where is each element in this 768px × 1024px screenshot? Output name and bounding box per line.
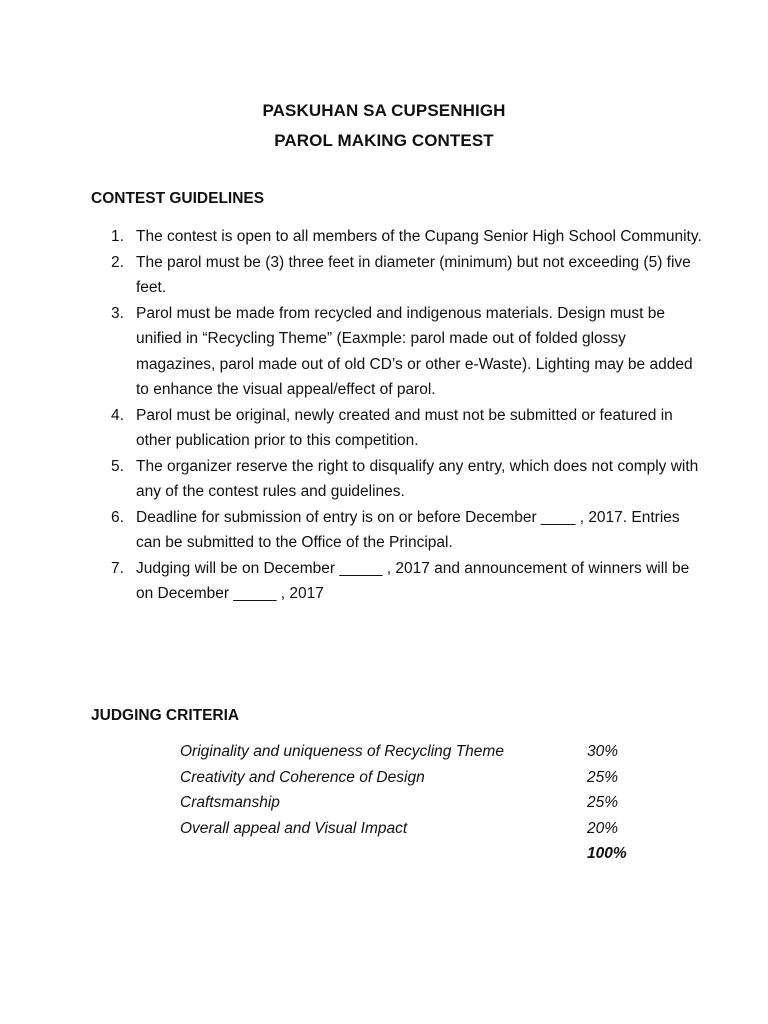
guideline-item xyxy=(104,454,704,505)
criteria-row xyxy=(180,790,660,816)
guideline-text: Parol must be original, newly created and must not be submitted or featured in other publication prior to this competition. xyxy=(136,406,673,449)
guideline-text: Judging will be on December _____ , 2017 and announcement of winners will be on December _____ , 2017 xyxy=(136,559,690,602)
guideline-item xyxy=(104,224,704,250)
guidelines-list xyxy=(104,224,704,607)
criteria-total: 100% xyxy=(587,845,627,862)
event-title: PASKUHAN SA CUPSENHIGH xyxy=(262,101,506,120)
guideline-text: Deadline for submission of entry is on or before December ____ , 2017. Entries can be submitted to the Office of the Principal. xyxy=(136,508,680,551)
guideline-item xyxy=(104,301,704,403)
guideline-text: The organizer reserve the right to disqualify any entry, which does not comply with any of the contest rules and guidelines. xyxy=(136,457,699,500)
guideline-number: 5. xyxy=(111,457,124,475)
criteria-label: Creativity and Coherence of Design xyxy=(180,768,425,786)
criteria-heading: JUDGING CRITERIA xyxy=(91,707,240,724)
criteria-table xyxy=(180,739,660,867)
guideline-text: Parol must be made from recycled and indigenous materials. Design must be unified in “Recycling Theme” (Eaxmple: parol made out of folded glossy magazines, parol made out of old CD’s or other e-Waste). Lighting may be added to enhance the visual appeal/effect of parol. xyxy=(136,304,693,398)
title-block xyxy=(0,96,768,156)
guideline-number: 4. xyxy=(111,406,124,424)
contest-title: PAROL MAKING CONTEST xyxy=(274,131,494,150)
guideline-number: 7. xyxy=(111,559,124,577)
criteria-total-row xyxy=(180,841,660,867)
criteria-percent: 25% xyxy=(587,794,619,811)
criteria-percent: 25% xyxy=(587,768,619,786)
criteria-label: Originality and uniqueness of Recycling Theme xyxy=(180,743,504,760)
criteria-label: Craftsmanship xyxy=(180,794,280,811)
guideline-number: 3. xyxy=(111,304,124,322)
guideline-number: 1. xyxy=(111,228,124,245)
guideline-text: The parol must be (3) three feet in diameter (minimum) but not exceeding (5) five feet. xyxy=(136,253,691,296)
guideline-number: 2. xyxy=(111,253,124,271)
criteria-label: Overall appeal and Visual Impact xyxy=(180,819,408,837)
guideline-item xyxy=(104,403,704,454)
criteria-row xyxy=(180,816,660,842)
criteria-percent: 30% xyxy=(587,743,619,760)
criteria-row xyxy=(180,765,660,791)
guideline-item xyxy=(104,250,704,301)
criteria-percent: 20% xyxy=(587,819,619,837)
guideline-item xyxy=(104,556,704,607)
guideline-text: The contest is open to all members of the Cupang Senior High School Community. xyxy=(136,228,702,245)
guideline-item xyxy=(104,505,704,556)
guidelines-heading: CONTEST GUIDELINES xyxy=(91,190,265,207)
guideline-number: 6. xyxy=(111,508,124,526)
criteria-row xyxy=(180,739,660,765)
